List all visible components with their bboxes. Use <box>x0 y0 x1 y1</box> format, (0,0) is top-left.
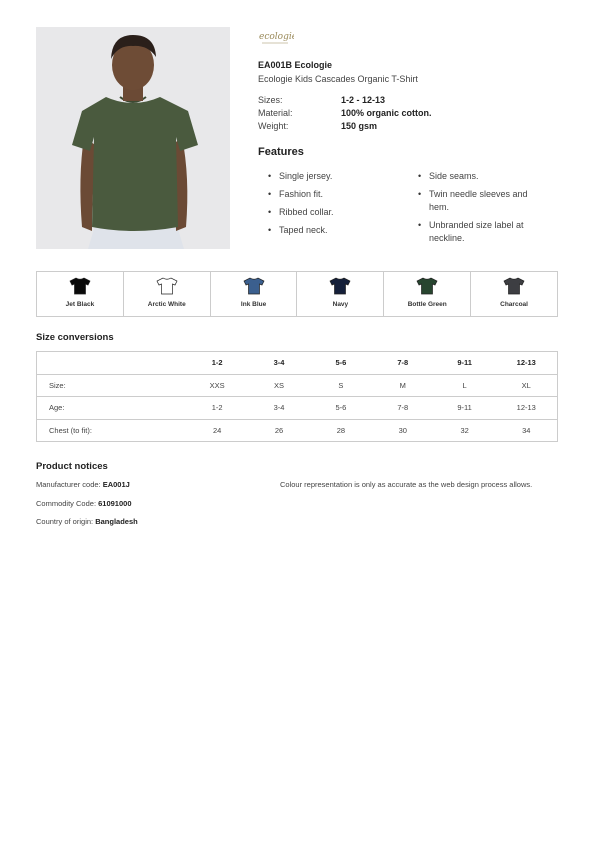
table-header: 12-13 <box>496 352 558 375</box>
table-cell: 12-13 <box>496 397 558 420</box>
table-header-row <box>37 352 558 375</box>
feature-item: • Ribbed collar. <box>258 206 408 219</box>
table-cell: L <box>434 374 496 397</box>
row-label: Chest (to fit): <box>49 425 92 435</box>
table-row <box>37 419 558 442</box>
features-column-2 <box>408 170 540 250</box>
tshirt-icon <box>243 277 265 295</box>
colour-swatch[interactable] <box>297 272 384 316</box>
row-label: Age: <box>37 397 187 420</box>
feature-item: • Twin needle sleeves and hem. <box>408 188 540 214</box>
table-cell: 26 <box>274 425 284 435</box>
feature-item: • Taped neck. <box>258 224 408 237</box>
ecologie-logo <box>258 27 294 47</box>
spec-sizes <box>258 94 558 107</box>
table-cell: 32 <box>460 425 469 435</box>
tshirt-icon <box>503 277 525 295</box>
colour-swatch[interactable] <box>37 272 124 316</box>
table-cell: 5-6 <box>310 397 372 420</box>
spec-value: 150 gsm <box>341 121 378 131</box>
table-cell: 3-4 <box>248 397 310 420</box>
row-label: Size: <box>37 374 187 397</box>
table-header: 5-6 <box>310 352 372 375</box>
feature-item: • Fashion fit. <box>258 188 408 201</box>
table-cell: 34 <box>522 425 531 435</box>
table-header: 9-11 <box>434 352 496 375</box>
product-info <box>258 27 558 250</box>
spec-label: Sizes: <box>258 95 283 105</box>
tshirt-icon <box>156 277 178 295</box>
feature-item: • Unbranded size label at neckline. <box>408 219 540 245</box>
product-photo <box>36 27 230 249</box>
table-row <box>37 374 558 397</box>
colour-swatch[interactable] <box>211 272 298 316</box>
tshirt-icon <box>69 277 91 295</box>
spec-value: 1-2 - 12-13 <box>341 95 386 105</box>
table-cell: XL <box>496 374 558 397</box>
feature-item: • Side seams. <box>408 170 540 183</box>
model-illustration <box>36 27 230 249</box>
product-code: EA001B Ecologie <box>258 60 333 70</box>
table-header: 1-2 <box>186 352 248 375</box>
table-cell: 30 <box>398 425 407 435</box>
notice-value: Bangladesh <box>95 517 138 526</box>
colour-name: Jet Black <box>65 301 95 308</box>
spec-weight <box>258 120 558 133</box>
table-cell: M <box>372 374 434 397</box>
feature-item: • Single jersey. <box>258 170 408 183</box>
colour-name: Bottle Green <box>407 301 447 308</box>
colour-name: Charcoal <box>500 301 528 308</box>
table-cell: 28 <box>336 425 346 435</box>
commodity-code <box>36 499 132 508</box>
colour-swatch[interactable] <box>124 272 211 316</box>
table-cell: 1-2 <box>186 397 248 420</box>
size-conversions-title: Size conversions <box>36 332 114 343</box>
table-cell: XXS <box>186 374 248 397</box>
tshirt-icon <box>329 277 351 295</box>
svg-text:ecologie: ecologie <box>259 32 294 42</box>
features-column-1 <box>258 170 408 250</box>
table-header-blank <box>37 352 187 375</box>
country-of-origin <box>36 517 138 526</box>
manufacturer-code <box>36 480 130 489</box>
table-header: 7-8 <box>372 352 434 375</box>
colour-name: Ink Blue <box>240 301 267 308</box>
features-list <box>258 170 558 250</box>
table-cell: XS <box>248 374 310 397</box>
spec-label: Weight: <box>258 121 289 131</box>
spec-value: 100% organic cotton. <box>341 108 432 118</box>
table-cell: 9-11 <box>434 397 496 420</box>
table-cell: 24 <box>212 425 222 435</box>
features-title: Features <box>258 146 304 158</box>
table-cell: 7-8 <box>372 397 434 420</box>
notice-label: Commodity Code: <box>36 499 97 508</box>
table-row <box>37 397 558 420</box>
spec-label: Material: <box>258 108 293 118</box>
notice-label: Country of origin: <box>36 517 94 526</box>
colour-name: Arctic White <box>147 301 186 308</box>
table-cell: S <box>310 374 372 397</box>
tshirt-icon <box>416 277 438 295</box>
notice-value: 61091000 <box>98 499 132 508</box>
colour-swatch[interactable] <box>471 272 557 316</box>
size-conversion-table <box>36 351 558 442</box>
colour-swatches <box>36 271 558 317</box>
notice-label: Manufacturer code: <box>36 480 101 489</box>
colour-notice: Colour representation is only as accurate as the web design process allows. <box>280 480 533 489</box>
spec-material <box>258 107 558 120</box>
product-name: Ecologie Kids Cascades Organic T-Shirt <box>258 74 418 84</box>
notice-value: EA001J <box>102 480 130 489</box>
product-notices-title: Product notices <box>36 461 108 472</box>
colour-name: Navy <box>332 301 349 308</box>
colour-swatch[interactable] <box>384 272 471 316</box>
table-header: 3-4 <box>248 352 310 375</box>
